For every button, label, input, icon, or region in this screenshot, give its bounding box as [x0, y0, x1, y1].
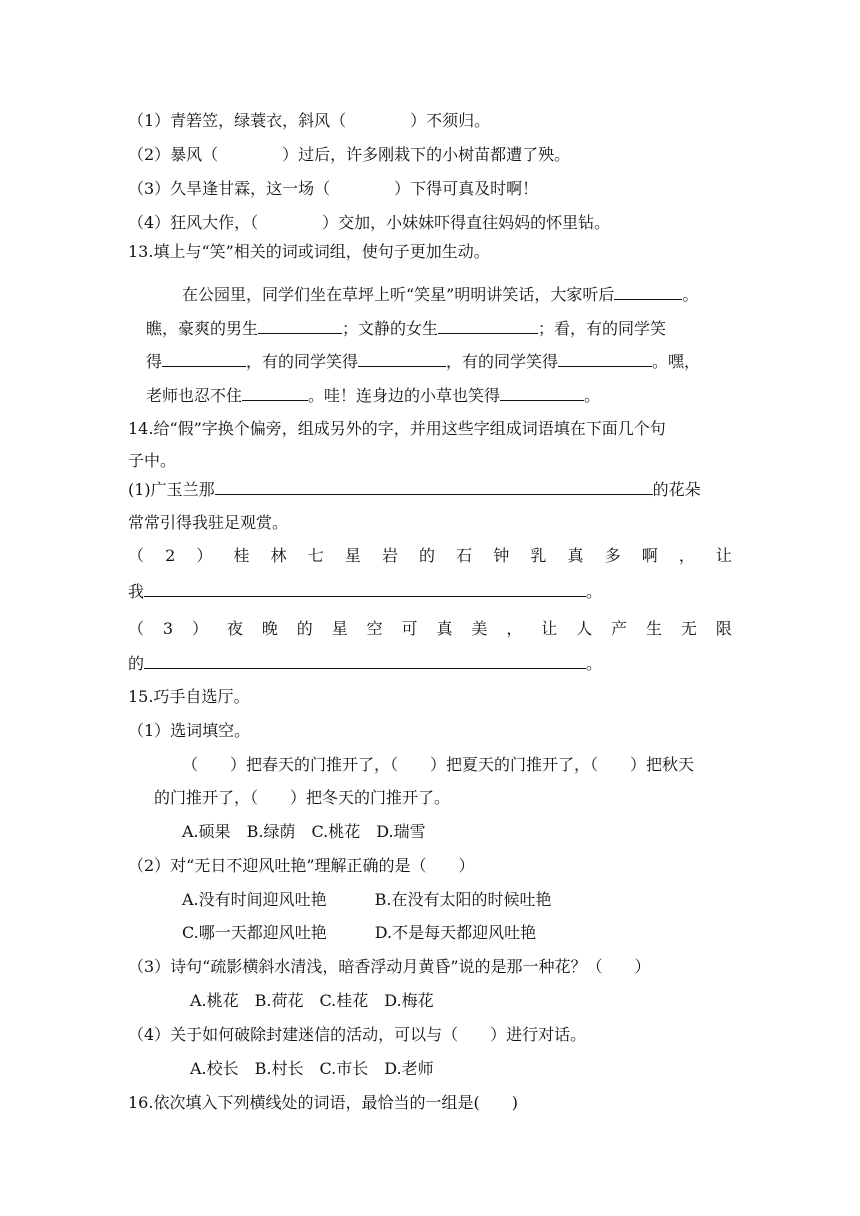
- q14-char: 星: [344, 546, 361, 565]
- q14-sentence-2: [128, 545, 732, 567]
- q14-text: 我: [128, 582, 145, 601]
- q14-char: 2: [165, 546, 176, 565]
- q14-sentence-3: [128, 618, 732, 640]
- q15-sub4: （4）关于如何破除封建迷信的活动，可以与（ ）进行对话。: [128, 1025, 587, 1044]
- q15-sub3-options: A.桃花 B.荷花 C.桂花 D.梅花: [190, 991, 434, 1010]
- answer-blank[interactable]: [242, 384, 308, 401]
- q14-title-line-2: 子中。: [128, 451, 177, 470]
- q13-text: 瞧，豪爽的男生: [146, 319, 259, 338]
- q14-text: 。: [586, 654, 603, 673]
- answer-blank[interactable]: [558, 350, 652, 367]
- q13-title: 13.填上与“笑”相关的词或词组，使句子更加生动。: [128, 242, 490, 261]
- q13-text: 。: [682, 285, 699, 304]
- answer-blank[interactable]: [500, 384, 584, 401]
- q14-char: 生: [646, 619, 663, 638]
- q14-char: 可: [401, 619, 418, 638]
- q13-line-2: [146, 317, 666, 340]
- q13-text: 老师也忍不住: [146, 386, 243, 405]
- q15-sub1-line-1: （ ）把春天的门推开了，（ ）把夏天的门推开了，（ ）把秋天: [182, 755, 695, 774]
- q15-sub2-options-1: A.没有时间迎风吐艳 B.在没有太阳的时候吐艳: [182, 890, 552, 909]
- q13-text: 。: [584, 386, 601, 405]
- answer-blank[interactable]: [215, 478, 653, 495]
- q13-text: ，有的同学笑得: [446, 352, 559, 371]
- q14-sentence-2-cont: [128, 580, 602, 603]
- q12-item-3: （3）久旱逢甘霖，这一场（ ）下得可真及时啊！: [128, 179, 539, 198]
- q13-text: ，有的同学笑得: [246, 352, 359, 371]
- q14-char: ，: [678, 546, 695, 565]
- q14-char: 的: [419, 546, 436, 565]
- q13-line-1: [182, 283, 698, 306]
- q16-title: 16.依次填入下列横线处的词语，最恰当的一组是( ): [128, 1093, 518, 1112]
- q14-char: 真: [436, 619, 453, 638]
- q14-char: 3: [162, 619, 174, 638]
- q15-sub2: （2）对“无日不迎风吐艳”理解正确的是（ ）: [128, 856, 475, 875]
- q14-char: 空: [366, 619, 383, 638]
- answer-blank[interactable]: [162, 350, 246, 367]
- q14-char: 晚: [261, 619, 278, 638]
- q15-sub1: （1）选词填空。: [128, 721, 251, 740]
- q14-char: 人: [576, 619, 593, 638]
- q14-char: 多: [604, 546, 621, 565]
- q14-char: 真: [567, 546, 584, 565]
- q14-char: 乳: [530, 546, 547, 565]
- q14-char: ）: [192, 619, 209, 638]
- q12-item-4: （4）狂风大作，（ ）交加，小妹妹吓得直往妈妈的怀里钻。: [128, 213, 611, 232]
- q15-sub1-options: A.硕果 B.绿荫 C.桃花 D.瑞雪: [182, 822, 426, 841]
- q14-char: 啊: [641, 546, 658, 565]
- q14-char: 让: [715, 546, 732, 565]
- q15-title: 15.巧手自选厅。: [128, 687, 250, 706]
- q12-item-2: （2）暴风（ ）过后，许多刚栽下的小树苗都遭了殃。: [128, 145, 571, 164]
- q14-char: 七: [307, 546, 324, 565]
- q14-sentence-3-cont: [128, 652, 602, 675]
- q14-title-line-1: 14.给“假”字换个偏旁，组成另外的字，并用这些字组成词语填在下面几个句: [128, 419, 666, 438]
- q14-char: 钟: [493, 546, 510, 565]
- q14-char: 美: [471, 619, 488, 638]
- q15-sub3: （3）诗句“疏影横斜水清浅，暗香浮动月黄昏”说的是那一种花？（ ）: [128, 957, 651, 976]
- q13-text: 。哇！连身边的小草也笑得: [308, 386, 501, 405]
- q13-line-3: [146, 350, 700, 373]
- q14-char: 产: [611, 619, 628, 638]
- answer-blank[interactable]: [144, 580, 586, 597]
- q14-char: 桂: [233, 546, 250, 565]
- q14-char: 石: [456, 546, 473, 565]
- answer-blank[interactable]: [438, 317, 538, 334]
- q14-char: （: [128, 546, 145, 565]
- q15-sub4-options: A.校长 B.村长 C.市长 D.老师: [190, 1059, 434, 1078]
- q14-char: 林: [270, 546, 287, 565]
- answer-blank[interactable]: [144, 652, 586, 669]
- q15-sub2-options-2: C.哪一天都迎风吐艳 D.不是每天都迎风吐艳: [182, 923, 537, 942]
- q13-line-4: [146, 384, 600, 407]
- q15-sub1-line-2: 的门推开了，（ ）把冬天的门推开了。: [154, 788, 451, 807]
- q14-char: （: [128, 619, 145, 638]
- q12-item-1: （1）青箬笠，绿蓑衣，斜风（ ）不须归。: [128, 111, 491, 130]
- q14-char: 让: [541, 619, 558, 638]
- q14-char: 限: [715, 619, 732, 638]
- answer-blank[interactable]: [614, 283, 682, 300]
- q13-text: ；看，有的同学笑: [538, 319, 667, 338]
- q14-char: ，: [506, 619, 523, 638]
- q14-text: 。: [586, 582, 603, 601]
- q14-char: 夜: [226, 619, 243, 638]
- q14-char: 岩: [381, 546, 398, 565]
- q14-char: 的: [296, 619, 313, 638]
- answer-blank[interactable]: [358, 350, 446, 367]
- q14-text: 的花朵: [652, 480, 701, 499]
- answer-blank[interactable]: [258, 317, 342, 334]
- q13-text: 在公园里，同学们坐在草坪上听“笑星”明明讲笑话，大家听后: [182, 285, 615, 304]
- q14-sentence-1-cont: 常常引得我驻足观赏。: [128, 513, 289, 532]
- q14-text: (1)广玉兰那: [128, 480, 215, 499]
- q14-char: 无: [680, 619, 697, 638]
- q14-char: 星: [331, 619, 348, 638]
- q14-text: 的: [128, 654, 145, 673]
- q13-text: 。嘿，: [652, 352, 701, 371]
- q14-char: ）: [196, 546, 213, 565]
- q14-sentence-1: [128, 478, 701, 501]
- q13-text: 得: [146, 352, 163, 371]
- q13-text: ；文静的女生: [342, 319, 439, 338]
